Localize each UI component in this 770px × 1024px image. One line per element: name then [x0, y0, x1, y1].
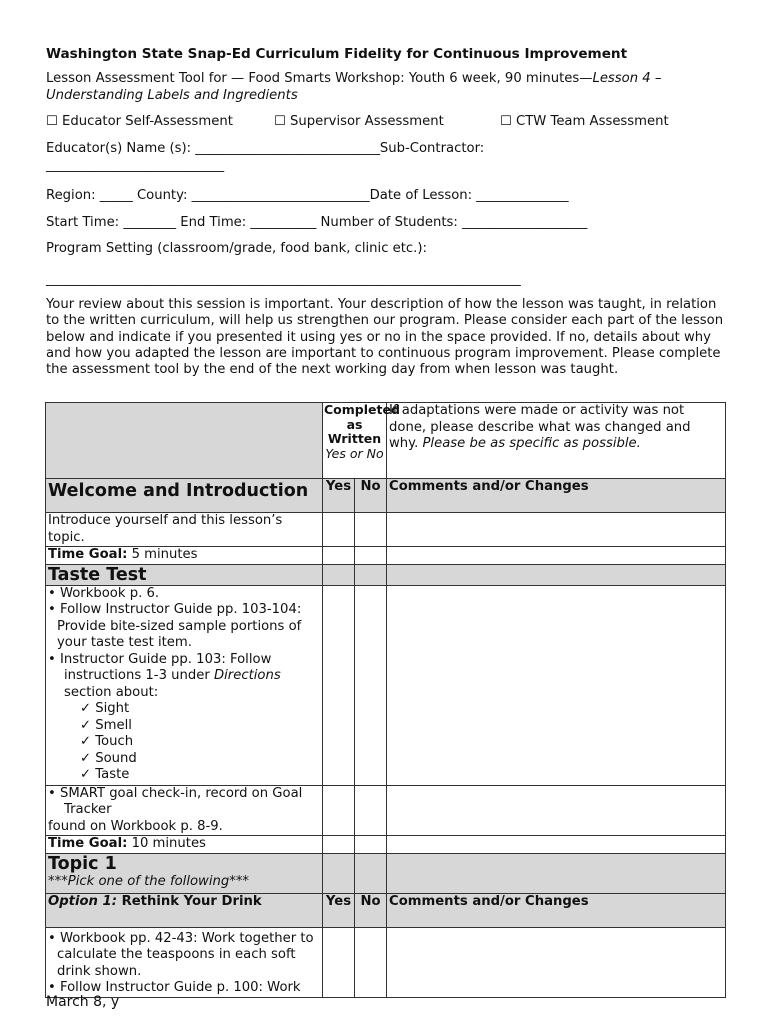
topic-section-row: [46, 853, 726, 893]
time-goal-label: Time Goal:: [48, 547, 128, 562]
gray-cell: [355, 853, 387, 893]
table-row: [46, 585, 726, 785]
gray-cell: [387, 853, 726, 893]
yes-cell[interactable]: [323, 547, 355, 565]
list-item: • Workbook pp. 42-43: Work together to calculate the teaspoons in each soft drink shown.: [48, 930, 314, 979]
yes-cell[interactable]: [323, 785, 355, 836]
topic-title: Topic 1: [48, 853, 117, 874]
comments-cell[interactable]: [387, 785, 726, 836]
comments-cell[interactable]: [387, 836, 726, 854]
checkbox-ctw-team-assessment[interactable]: ☐ CTW Team Assessment: [500, 114, 669, 129]
welcome-item: Introduce yourself and this lesson’s topic.: [46, 513, 323, 547]
comments-cell[interactable]: [387, 513, 726, 547]
completed-note: Yes or No: [325, 446, 384, 462]
checkbox-educator-self-assessment[interactable]: ☐ Educator Self-Assessment: [46, 114, 233, 129]
time-students-field[interactable]: Start Time: ________ End Time: __________ Number of Students: ___________________: [46, 215, 588, 230]
list-item: • Follow Instructor Guide pp. 103-104: Provide bite-sized sample portions of your taste test item.: [48, 602, 302, 650]
option-row: [46, 893, 726, 927]
lesson-assessment-table: [45, 402, 726, 998]
list-item-emphasis: Directions: [213, 668, 281, 683]
option-instructions: [46, 927, 323, 997]
option-label: Option 1:: [48, 893, 117, 909]
no-header: No: [355, 893, 387, 927]
yes-header: Yes: [323, 893, 355, 927]
adaptation-header-note: Please be as specific as possible.: [422, 436, 641, 451]
list-item-text: • Instructor Guide pp. 103: Follow instructions 1-3 under: [48, 651, 272, 683]
yes-cell[interactable]: [323, 836, 355, 854]
topic-pick-note: ***Pick one of the following***: [48, 873, 250, 889]
educator-name-field[interactable]: Educator(s) Name (s): ____________________________Sub-Contractor:: [46, 141, 485, 156]
gray-cell: [387, 564, 726, 585]
list-item-text: section about:: [64, 684, 159, 700]
taste-section-row: [46, 564, 726, 585]
option-name: Rethink Your Drink: [121, 893, 262, 909]
sense-item: ✓ Smell: [80, 717, 132, 733]
completed-header-text: Completed as Written: [324, 402, 400, 447]
topic-section-title: [46, 853, 323, 893]
comments-header: Comments and/or Changes: [387, 893, 726, 927]
subtitle-lesson: Lesson 4 – Understanding Labels and Ingredients: [46, 71, 662, 103]
smart-goal-text: • SMART goal check-in, record on Goal Tracker: [48, 785, 303, 817]
comments-cell[interactable]: [387, 927, 726, 997]
no-cell[interactable]: [355, 927, 387, 997]
no-header: No: [355, 479, 387, 513]
subtitle-text: Lesson Assessment Tool for — Food Smarts Workshop: Youth 6 week, 90 minutes—: [46, 71, 593, 86]
program-setting-field[interactable]: ________________________________________________________________________: [46, 272, 521, 287]
sense-item: ✓ Sight: [80, 701, 130, 716]
comments-header: Comments and/or Changes: [387, 479, 726, 513]
page-subtitle: [46, 70, 726, 104]
list-item: • Workbook p. 6.: [48, 585, 160, 601]
comments-cell[interactable]: [387, 547, 726, 565]
time-goal-label: Time Goal:: [48, 836, 128, 851]
document-page: [46, 46, 726, 380]
program-setting-label: Program Setting (classroom/grade, food bank, clinic etc.):: [46, 241, 427, 256]
table-row: [46, 927, 726, 997]
welcome-section-title: Welcome and Introduction: [46, 479, 323, 513]
sub-contractor-field[interactable]: ___________________________: [46, 158, 225, 173]
region-county-date-field[interactable]: Region: _____ County: ___________________________Date of Lesson: ______________: [46, 188, 569, 203]
gray-cell: [323, 564, 355, 585]
page-title: Washington State Snap-Ed Curriculum Fidelity for Continuous Improvement: [46, 46, 628, 62]
list-item: • Follow Instructor Guide p. 100: Work: [48, 980, 301, 995]
table-header-row: [46, 403, 726, 479]
checkbox-supervisor-assessment[interactable]: ☐ Supervisor Assessment: [274, 114, 444, 129]
adaptation-header: [387, 403, 726, 479]
gray-cell: [323, 853, 355, 893]
yes-cell[interactable]: [323, 513, 355, 547]
taste-time-goal: [46, 836, 323, 854]
taste-section-title: Taste Test: [46, 564, 323, 585]
yes-header: Yes: [323, 479, 355, 513]
welcome-section-row: [46, 479, 726, 513]
welcome-time-goal: [46, 547, 323, 565]
header-blank-cell: [46, 403, 323, 479]
intro-paragraph: Your review about this session is important. Your description of how the lesson was taught, in relation to the written curriculum, will help us strengthen our program. Please consider each part of the lesson below and indicate if you presented it using yes or no in the space provided. If no, details about why and how you adapted the lesson are important to continuous program improvement. Please complete the assessment tool by the end of the next working day from when lesson was taught.: [46, 297, 724, 378]
no-cell[interactable]: [355, 585, 387, 785]
no-cell[interactable]: [355, 513, 387, 547]
comments-cell[interactable]: [387, 585, 726, 785]
table-row: [46, 547, 726, 565]
no-cell[interactable]: [355, 547, 387, 565]
no-cell[interactable]: [355, 785, 387, 836]
table-row: [46, 785, 726, 836]
list-item: [48, 652, 320, 702]
completed-as-written-header: [323, 402, 400, 479]
time-goal-value: 10 minutes: [131, 836, 206, 851]
yes-cell[interactable]: [323, 585, 355, 785]
sense-item: ✓ Taste: [80, 767, 130, 782]
table-row: [46, 836, 726, 854]
option-title: [46, 893, 323, 927]
table-row: [46, 513, 726, 547]
no-cell[interactable]: [355, 836, 387, 854]
assessment-type-options: [46, 113, 726, 130]
gray-cell: [355, 564, 387, 585]
sense-item: ✓ Touch: [80, 734, 134, 749]
taste-instructions: [46, 585, 323, 785]
footer-date: March 8, y: [46, 994, 120, 1010]
time-goal-value: 5 minutes: [131, 547, 198, 562]
smart-goal-item: [46, 785, 323, 836]
sense-item: ✓ Sound: [80, 750, 137, 766]
adaptation-header-text: If adaptations were made or activity was not done, please describe what was changed and why.: [389, 403, 691, 451]
smart-goal-cont: found on Workbook p. 8-9.: [48, 818, 223, 834]
yes-cell[interactable]: [323, 927, 355, 997]
